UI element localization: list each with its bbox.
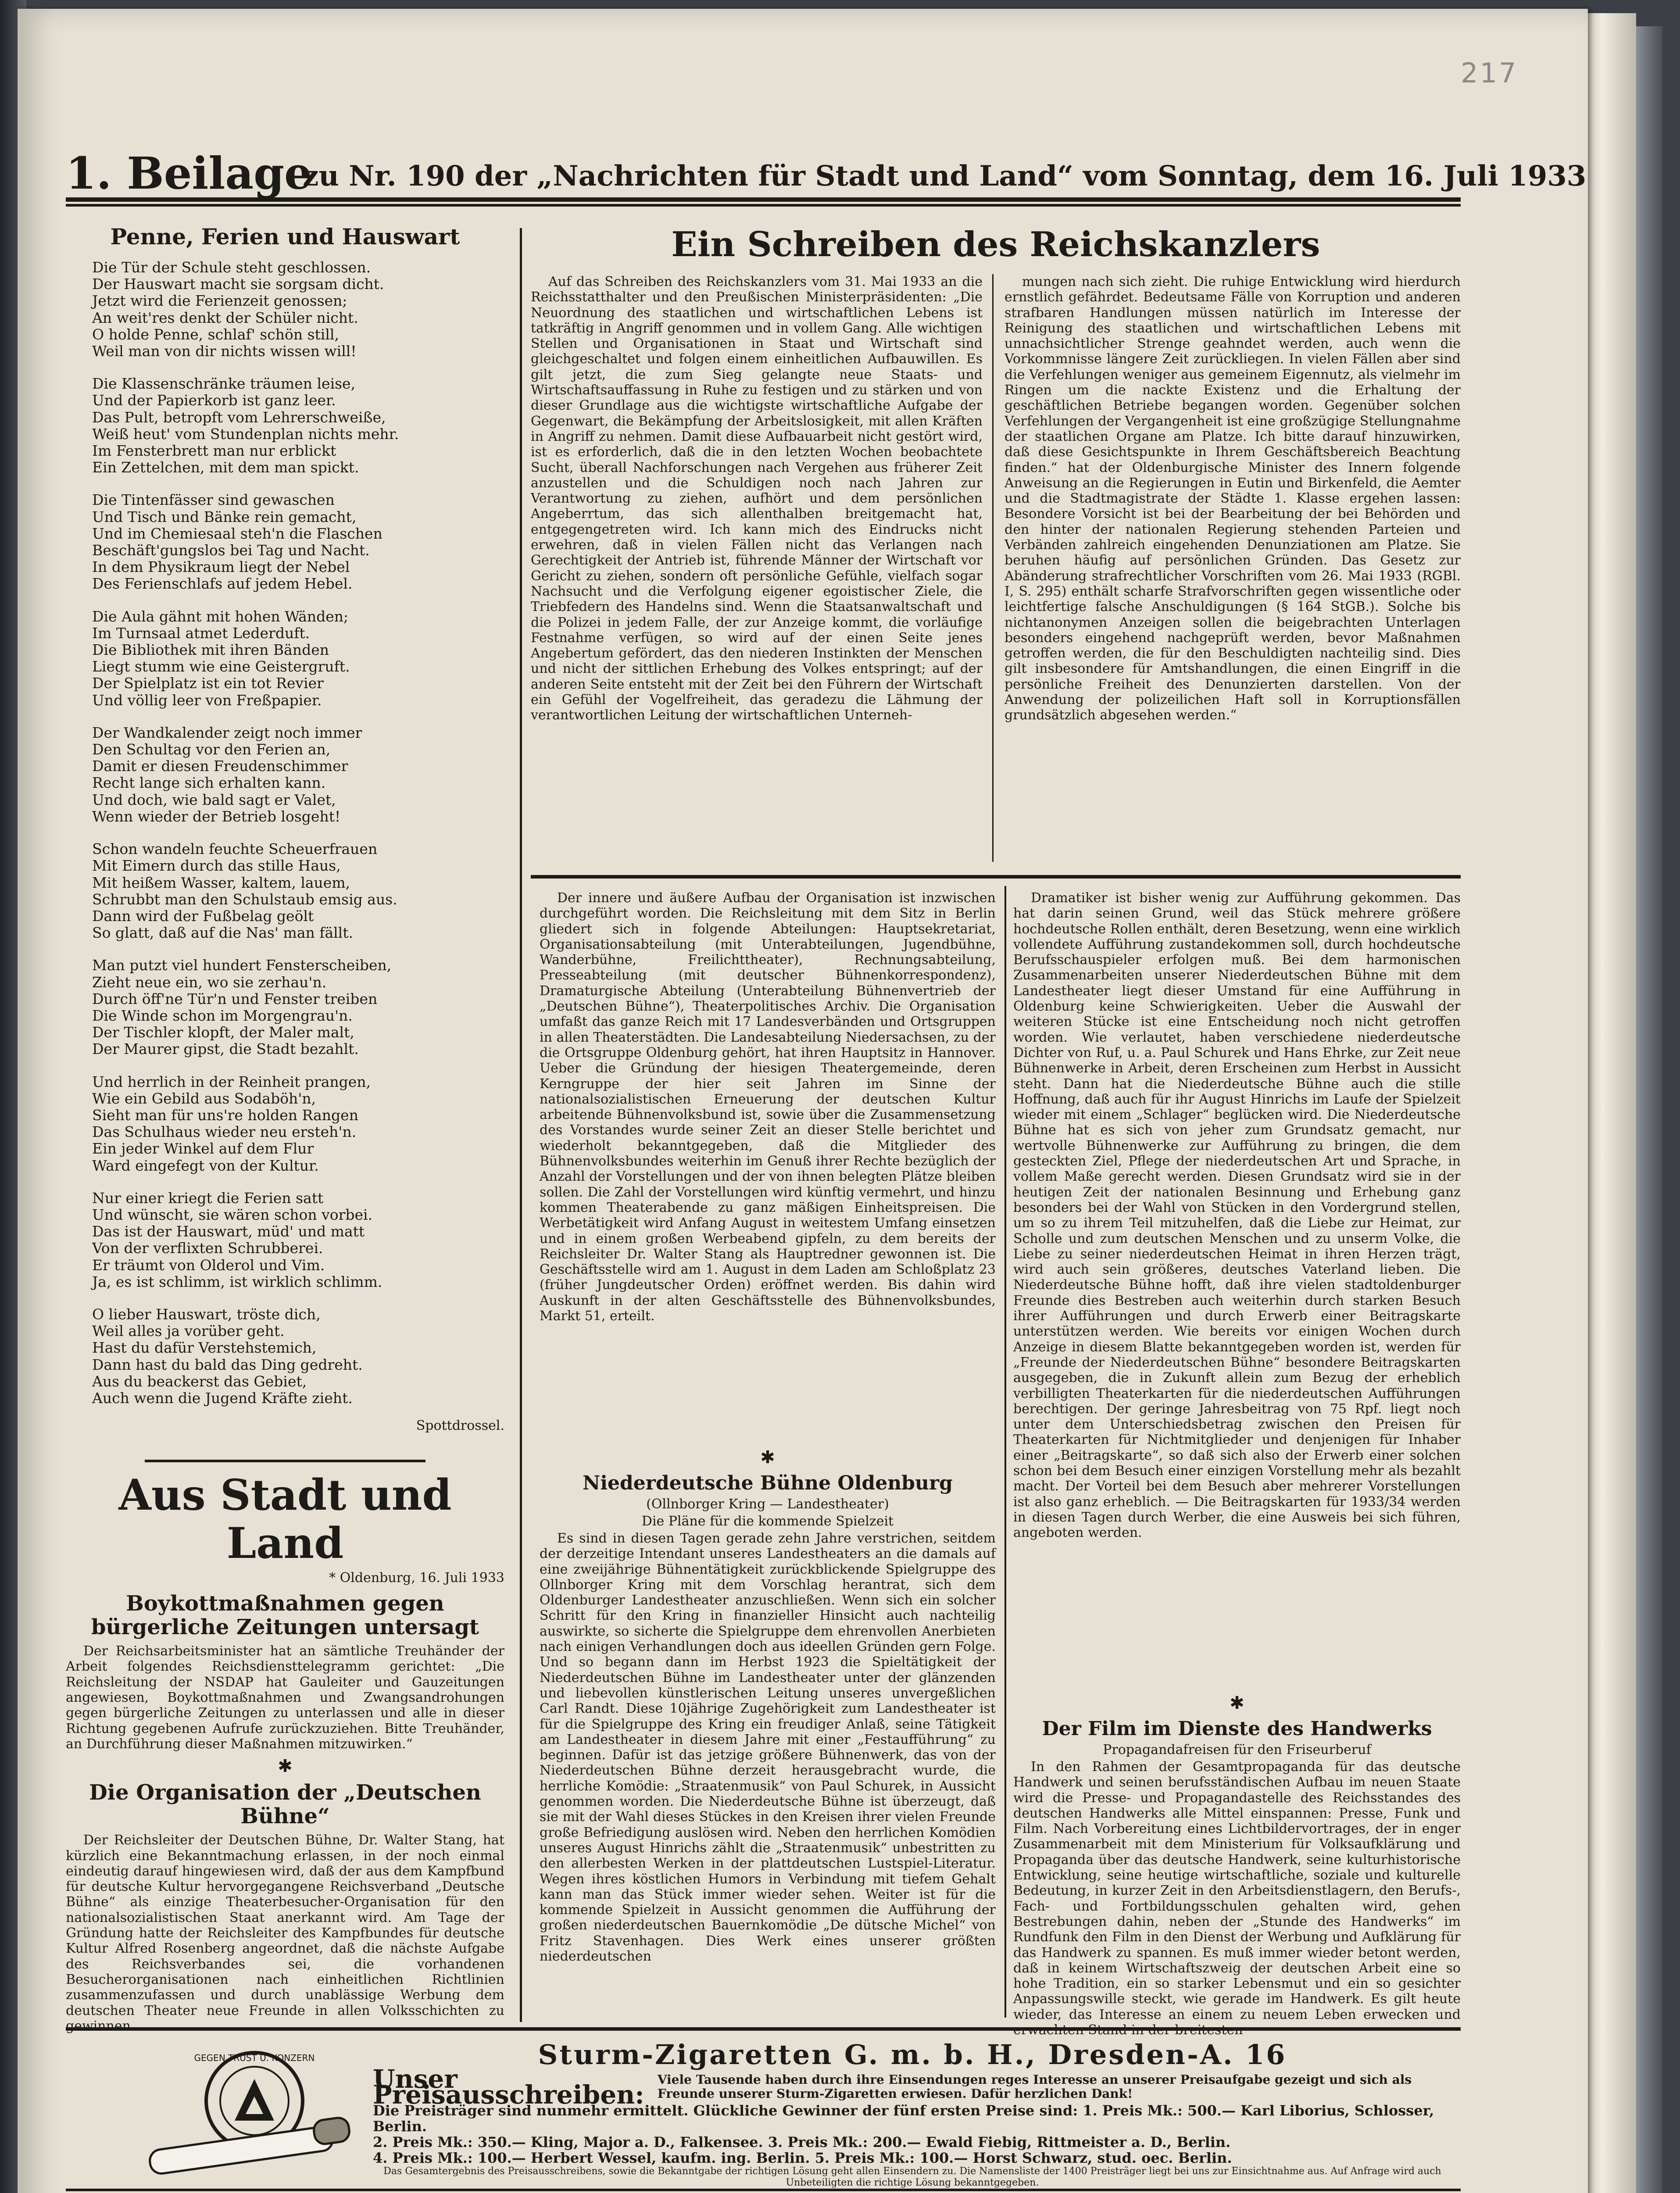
poem-line: Und doch, wie bald sagt er Valet, [92, 791, 336, 808]
poem-line: Weiß heut' vom Stundenplan nichts mehr. [92, 425, 399, 443]
top-rule [66, 204, 1461, 207]
poem-line: An weit'res denkt der Schüler nicht. [92, 309, 358, 326]
separator-star: ✱ [1230, 1693, 1244, 1713]
film-text: In den Rahmen der Gesamtpropaganda für das deutsche Handwerk und seinen berufsständischen Aufbau im neuen Staate wird die Presse- und Propagandastelle des Reichsstandes des deutschen Handwerks alle Mittel einspannen: Presse, Funk und Film. Nach Vorbereitung eines Lichtbildervortrages, der in enger Zusammenarbeit mit dem Ministerium für Volksaufklärung und Propaganda über das deutsche Handwerk, seine kulturhistorische Entwicklung, seine heutige wirtschaftliche, soziale und kulturelle Bedeutung, in kurzer Zeit in den Arbeitsdienstlagern, den Berufs-, Fach- und Fortbildungsschulen gehalten wird, gehen Bestrebungen dahin, neben der „Stunde des Handwerks“ im Rundfunk den Film in den Dienst der Werbung und Aufklärung für das Handwerk zu spannen. Es muß immer wieder betont werden, daß in keinem Wirtschaftszweig der deutschen Arbeit eine so hohe Tradition, ein so starker Lebensmut und ein so gesichter Anpassungswille steckt, wie gerade im Handwerk. Es gilt heute wieder, das Interesse an einem zu neuem Leben erwecken und erwachten Stand in der breitesten [1013, 1759, 1461, 2038]
poem-line: Der Spielplatz ist ein tot Revier [92, 675, 324, 692]
poem-line: Und völlig leer von Freßpapier. [92, 691, 322, 709]
lead-headline: Ein Schreiben des Reichskanzlers [671, 225, 1320, 264]
boycott-paragraph: Der Reichsarbeitsminister hat an sämtliche Treuhänder der Arbeit folgendes Reichsdiensttelegramm gerichtet: „Die Reichsleitung der NSDAP hat Gauleiter und Gauzeitungen angewiesen, Boykottmaßnahmen und Zwangsandrohungen gegen bürgerliche Zeitungen zu unterlassen und alle in dieser Richtung gegebenen Aufrufe zurückzuziehen. Bitte Treuhänder, an Durchführung dieser Maßnahmen mitzuwirken.“ [66, 1643, 504, 1752]
poem-line: Und der Papierkorb ist ganz leer. [92, 392, 336, 409]
poem-line: Liegt stumm wie eine Geistergruft. [92, 658, 350, 675]
poem-line: Dann wird der Fußbelag geölt [92, 907, 314, 925]
poem-line: Jetzt wird die Ferienzeit genossen; [92, 292, 347, 310]
right-column [1013, 890, 1461, 2038]
boycott-article [66, 1643, 504, 1752]
poem-line: So glatt, daß auf die Nas' man fällt. [92, 924, 353, 942]
local-news-heading: Aus Stadt und Land [118, 1470, 452, 1568]
poem-line: Er träumt von Olderol und Vim. [92, 1256, 325, 1274]
poem-line: Hast du dafür Verstehstemich, [92, 1339, 317, 1357]
poem-stanza [92, 957, 504, 1057]
ad-contest-title: Unser Preisausschreiben: [373, 2064, 644, 2110]
poem-line: Im Fensterbrett man nur erblickt [92, 442, 336, 460]
boycott-headline: Boykottmaßnahmen gegen bürgerliche Zeitungen untersagt [91, 1591, 479, 1640]
poem-line: Der Wandkalender zeigt noch immer [92, 724, 362, 741]
film-subtitle: Propagandafreisen für den Friseurberuf [1103, 1742, 1371, 1757]
poem-line: Schrubbt man den Schulstaub emsig aus. [92, 890, 397, 908]
middle-column [540, 890, 996, 2018]
poem-stanza [92, 1190, 504, 1290]
ad-winners-3: 4. Preis Mk.: 100.— Herbert Wessel, kaufm. ing. Berlin. 5. Preis Mk.: 100.— Horst Schwarz, stud. oec. Berlin. [373, 2150, 1232, 2166]
theater-subtitle: (Ollnborger Kring — Landestheater) [646, 1497, 889, 1512]
left-column [66, 224, 504, 2034]
poem-stanza [92, 259, 504, 360]
ad-winners-1: Die Preisträger sind nunmehr ermittelt. Glückliche Gewinner der fünf ersten Preise sind: 1. Preis Mk.: 500.— Karl Liborius, Schlosser, Berlin. [373, 2102, 1434, 2135]
poem-stanza [92, 1306, 504, 1407]
theater-kicker: Die Pläne für die kommende Spielzeit [641, 1514, 894, 1529]
poem-stanza [92, 1074, 504, 1174]
poem-line: Von der verflixten Schrubberei. [92, 1239, 323, 1257]
page-stack-edge [1588, 13, 1636, 2193]
poem-title: Penne, Ferien und Hauswart [110, 224, 460, 250]
poem-line: Sieht man für uns're holden Rangen [92, 1106, 358, 1124]
theater-text-a: Es sind in diesen Tagen gerade zehn Jahre verstrichen, seitdem der derzeitige Intendant unseres Landestheaters an die damals auf eine zweijährige Bühnentätigkeit zurückblickende Spielgruppe des Ollnborger Kring mit dem Vorschlag herantrat, sich dem Oldenburger Landestheater anzuschließen. Wenn sich ein solcher Schritt für den Kring in finanzieller Hinsicht auch nachteilig auswirkte, so sicherte die Spielgruppe dem ehrenvollen Anerbieten nach einigen Verhandlungen doch aus ideellen Gründen gern Folge. Und so begann dann im Herbst 1923 die Spieltätigkeit der Niederdeutschen Bühne im Landestheater unter der glänzenden und liebevollen künstlerischen Leitung unseres unvergeßlichen Carl Randt. Diese 10jährige Zugehörigkeit zum Landestheater ist für die Spielgruppe des Kring ein freudiger Anlaß, seine Tätigkeit am Landestheater in diesem Jahre mit einer „Festaufführung“ zu beginnen. Dafür ist das jetzige größere Bühnenwerk, das von der Niederdeutschen Bühne derzeit herausgebracht wurde, die herrliche Komödie: „Straatenmusik“ von Paul Schurek, in Aussicht genommen worden. Die Niederdeutsche Bühne ist überzeugt, daß sie mit der Wahl dieses Stückes in den Kreisen ihrer vielen Freunde große Befriedigung auslösen wird. Neben den herrlichen Komödien unseres August Hinrichs zählt die „Straatenmusik“ unbestritten zu den allerbesten Werken in der plattdeutschen Lustspiel-Literatur. Wegen ihres köstlichen Humors in Verbindung mit tiefem Gehalt kann man das Stück immer wieder sehen. Weiter ist für die kommende Spielzeit in Aussicht genommen die Aufführung der großen niederdeutschen Bauernkomödie „De dütsche Michel“ von Fritz Stavenhagen. Dies Werk eines unserer größten niederdeutschen [540, 1531, 996, 1964]
poem-line: Man putzt viel hundert Fensterscheiben, [92, 957, 392, 974]
poem-line: Ein jeder Winkel auf dem Flur [92, 1140, 314, 1157]
poem-line: Mit Eimern durch das stille Haus, [92, 857, 341, 875]
film-headline: Der Film im Dienste des Handwerks [1042, 1718, 1432, 1740]
org-article [66, 1832, 504, 2034]
poem-line: Der Tischler klopft, der Maler malt, [92, 1024, 354, 1041]
ad-text-block [373, 2039, 1452, 2189]
ad-winners-2: 2. Preis Mk.: 350.— Kling, Major a. D., Falkensee. 3. Preis Mk.: 200.— Ewald Fiebig, Rittmeister a. D., Berlin. [373, 2134, 1231, 2150]
masthead-supplement: 1. Beilage [66, 147, 312, 199]
org-continued-text: Der innere und äußere Aufbau der Organisation ist inzwischen durchgeführt worden. Die Reichsleitung mit dem Sitz in Berlin gliedert sich in folgende Abteilungen: Hauptsekretariat, Organisationsabteilung (mit Unterabteilungen, Jugendbühne, Wanderbühne, Freilichttheater), Rechnungsabteilung, Presseabteilung (mit deutscher Bühnenkorrespondenz), Dramaturgische Abteilung (Unterabteilung Bühnenvertrieb der „Deutschen Bühne“), Theaterpolitisches Archiv. Die Organisation umfaßt das ganze Reich mit 17 Landesverbänden und Ortsgruppen in allen Theaterstädten. Die Landesabteilung Niedersachsen, zu der die Ortsgruppe Oldenburg gehört, hat ihren Hauptsitz in Hannover. Ueber die Gründung der hiesigen Theatergemeinde, deren Kerngruppe der hier seit Jahren im Sinne der nationalsozialistischen Erneuerung der deutschen Kultur arbeitende Bühnenvolksbund ist, sowie über die Zusammensetzung des Vorstandes wurde seiner Zeit an dieser Stelle berichtet und wiederholt bekanntgegeben, daß die Mitglieder des Bühnenvolksbundes weiterhin im Genuß ihrer Rechte bezüglich der Anzahl der Vorstellungen und der von ihnen belegten Plätze bleiben sollen. Die Zahl der Vorstellungen wird künftig vermehrt, und hinzu kommen Theaterabende zu ganz mäßigen Einheitspreisen. Die Werbetätigkeit wird Anfang August in weitestem Umfang einsetzen und in einem großen Werbeabend gipfeln, zu dem bereits der Reichsleiter Dr. Walter Stang als Hauptredner gewonnen ist. Die Geschäftsstelle wird am 1. August in dem Laden am Schloßplatz 23 (früher Jungdeutscher Orden) eröffnet werden. Bis dahin wird Auskunft in der alten Geschäftsstelle des Bühnenvolksbundes, Markt 51, erteilt. [540, 890, 996, 1324]
lead-divider [992, 274, 994, 862]
poem-line: Die Aula gähnt mit hohen Wänden; [92, 607, 349, 625]
lead-col-1 [531, 274, 983, 866]
poem-signature: Spottdrossel. [416, 1418, 504, 1434]
ad-footnote: Das Gesamtergebnis des Preisausschreibens, sowie die Bekanntgabe der richtigen Lösung geht allen Einsendern zu. Die Namensliste der 1400 Preisträger liegt bei uns zur Einsichtnahme aus. Auf Anfrage wird auch Unbeteiligten die richtige Lösung bekanntgegeben. [383, 2166, 1441, 2188]
poem-stanza [92, 725, 504, 825]
poem-line: Auch wenn die Jugend Kräfte zieht. [92, 1389, 353, 1407]
poem-line: O holde Penne, schlaf' schön still, [92, 325, 339, 343]
cigarette-logo-icon [140, 2048, 368, 2180]
poem-line: Das Schulhaus wieder neu ersteh'n. [92, 1123, 357, 1141]
column-divider-left [520, 228, 522, 2022]
poem-line: Das Pult, betropft vom Lehrerschweiße, [92, 408, 386, 426]
poem-stanza [92, 492, 504, 592]
poem-line: Recht lange sich erhalten kann. [92, 774, 326, 792]
page-number: 217 [1461, 57, 1518, 89]
lead-text-2: mungen nach sich zieht. Die ruhige Entwicklung wird hierdurch ernstlich gefährdet. Bedeutsame Fälle von Korruption und anderen strafbaren Handlungen müssen natürlich im Interesse der Reinigung des staatlichen und wirtschaftlichen Lebens mit unnachsichtlicher Strenge geahndet werden, auch wenn die Vorkommnisse längere Zeit zurückliegen. In vielen Fällen aber sind die Verfehlungen weniger aus gemeinem Eigennutz, als vielmehr im Ringen um die nackte Existenz und die Erhaltung der geschäftlichen Betriebe begangen worden. Gegenüber solchen Verfehlungen der Vergangenheit ist eine großzügige Stellungnahme der staatlichen Organe am Platze. Ich bitte darauf hinzuwirken, daß diese Gesichtspunkte in Ihrem Geschäftsbereich Beachtung finden.“ hat der Oldenburgische Minister des Innern folgende Anweisung an die Regierungen in Eutin und Birkenfeld, die Aemter und die Stadtmagistrate der Städte 1. Klasse ergehen lassen: Besondere Vorsicht ist bei der Bearbeitung der bei Behörden und den hinter der nationalen Regierung stehenden Parteien und Verbänden zahlreich eingehenden Denunziationen am Platze. Sie beruhen häufig auf persönlichen Gründen. Das Gesetz zur Abänderung strafrechtlicher Vorschriften vom 26. Mai 1933 (RGBl. I, S. 295) enthält scharfe Strafvorschriften gegen wissentliche oder leichtfertige falsche Anschuldigungen (§ 164 StGB.). Solche bis nichtanonymen Anzeigen sollen die beigebrachten Unterlagen besonders eingehend nachgeprüft werden, bevor Maßnahmen getroffen werden, die für den Beschuldigten nachteilig sind. Dies gilt insbesondere für Amtshandlungen, die einen Eingriff in die persönliche Freiheit des Denunzierten darstellen. Von der Anwendung der polizeilichen Haft soll in Korruptionsfällen grundsätzlich abgesehen werden.“ [1004, 274, 1461, 723]
poem-line: Das ist der Hauswart, müd' und matt [92, 1223, 365, 1240]
poem-body [92, 259, 504, 1407]
book-cover-edge [1636, 26, 1662, 2193]
poem-stanza [92, 375, 504, 476]
poem-line: Weil alles ja vorüber geht. [92, 1322, 285, 1340]
poem-line: Die Tür der Schule steht geschlossen. [92, 259, 371, 276]
poem-line: Die Winde schon im Morgengrau'n. [92, 1007, 353, 1024]
poem-line: Und herrlich in der Reinheit prangen, [92, 1073, 371, 1090]
poem-line: Nur einer kriegt die Ferien satt [92, 1189, 324, 1207]
lead-article [531, 224, 1461, 868]
poem-line: Die Bibliothek mit ihren Bänden [92, 641, 329, 659]
org-paragraph: Der Reichsleiter der Deutschen Bühne, Dr. Walter Stang, hat kürzlich eine Bekanntmachung erlassen, in der noch einmal eindeutig darauf hingewiesen wird, daß der aus dem Kampfbund für deutsche Kultur hervorgegangene Reichsverband „Deutsche Bühne“ als einzige Theaterbesucher-Organisation für den nationalsozialistischen Staat anerkannt wird. Am Tage der Gründung hatte der Reichsleiter des Kampfbundes für deutsche Kultur Alfred Rosenberg angeordnet, daß die nächste Aufgabe des Reichsverbandes sei, die vorhandenen Besucherorganisationen nach einheitlichen Richtlinien zusammenzufassen und durch unablässige Werbung dem deutschen Theater neue Freunde in allen Volksschichten zu gewinnen. [66, 1832, 504, 2034]
poem-line: Des Ferienschlafs auf jedem Hebel. [92, 575, 353, 593]
poem-line: Die Klassenschränke träumen leise, [92, 375, 356, 393]
cigarette-advertisement [66, 2027, 1461, 2191]
poem-line: Damit er diesen Freudenschimmer [92, 757, 348, 775]
sturm-logo [140, 2048, 368, 2180]
ad-contest-intro: Viele Tausende haben durch ihre Einsendungen reges Interesse an unserer Preisaufgabe gezeigt und sich als Freunde unserer Sturm-Zigaretten erwiesen. Dafür herzlichen Dank! [657, 2072, 1412, 2101]
org-headline: Die Organisation der „Deutschen Bühne“ [89, 1780, 481, 1829]
poem-line: Den Schultag vor den Ferien an, [92, 741, 331, 758]
poem-line: Durch öff'ne Tür'n und Fenster treiben [92, 990, 378, 1007]
poem-line: Ward eingefegt von der Kultur. [92, 1157, 319, 1174]
separator-star: ✱ [760, 1447, 775, 1468]
poem-line: Die Tintenfässer sind gewaschen [92, 491, 335, 509]
poem-line: Schon wandeln feuchte Scheuerfrauen [92, 840, 378, 858]
theater-text-b: Dramatiker ist bisher wenig zur Aufführung gekommen. Das hat darin seinen Grund, weil das Stück mehrere größere hochdeutsche Rollen enthält, deren Besetzung, wenn eine wirklich vollendete Aufführung zustandekommen soll, durch hochdeutsche Berufsschauspieler erfolgen muß. Bei dem harmonischen Zusammenarbeiten unserer Niederdeutschen Bühne mit dem Landestheater liegt dieser Umstand für eine Aufführung in Oldenburg keine Schwierigkeiten. Ueber die Auswahl der weiteren Stücke ist eine Entscheidung noch nicht getroffen worden. Wie verlautet, haben verschiedene niederdeutsche Dichter von Ruf, u. a. Paul Schurek und Hans Ehrke, zur Zeit neue Bühnenwerke in Arbeit, deren Erscheinen zum Herbst in Aussicht steht. Dann hat die Niederdeutsche Bühne auch die stille Hoffnung, daß auch für ihr August Hinrichs im Laufe der Spielzeit wieder mit einem „Schlager“ beglücken wird. Die Niederdeutsche Bühne hat es sich von jeher zum Grundsatz gemacht, nur wertvolle Bühnenwerke zur Aufführung zu bringen, die dem gesteckten Ziel, Pflege der niederdeutschen Art und Sprache, in vollem Maße gerecht werden. Diesen Grundsatz wird sie in der heutigen Zeit der nationalen Besinnung und Erhebung ganz besonders bei der Wahl von Stücken in den Vordergrund stellen, um so zu ihrem Teil mitzuhelfen, daß die Liebe zur Heimat, zur Scholle und zum deutschen Menschen und zu unserm Volke, die Liebe zu seiner niederdeutschen Heimat in ihren Herzen trägt, wird auch sein größeres, deutsches Vaterland lieben. Die Niederdeutsche Bühne hofft, daß ihre vielen stadtoldenburger Freunde dies Bestreben auch weiterhin durch starken Besuch ihrer Aufführungen und durch Erwerb einer Beitragskarte unterstützen werden. Wie bereits vor einigen Wochen durch Anzeige in diesem Blatte bekanntgegeben worden ist, werden für „Freunde der Niederdeutschen Bühne“ besondere Beitragskarten ausgegeben, die in Zukunft allein zum Bezug der erheblich verbilligten Theaterkarten für die niederdeutschen Aufführungen berechtigen. Der geringe Jahresbeitrag von 75 Rpf. liegt noch unter dem Unterschiedsbetrag zwischen den Preisen für Theaterkarten für Nichtmitglieder und denjenigen für Inhaber einer „Beitragskarte“, so daß sich also der Erwerb einer solchen schon bei dem Besuch einer einzigen Vorstellung mehr als bezahlt macht. Der Vorteil bei dem Besuch aber mehrerer Vorstellungen ist also ganz erheblich. — Die Beitragskarten für 1933/34 werden in diesen Tagen durch Werber, die eine Ausweis bei sich führen, angeboten werden. [1013, 890, 1461, 1541]
masthead-issue-line: zu Nr. 190 der „Nachrichten für Stadt und Land“ vom Sonntag, dem 16. Juli 1933 [303, 160, 1587, 193]
poem-line: Der Maurer gipst, die Stadt bezahlt. [92, 1040, 359, 1058]
theater-headline: Niederdeutsche Bühne Oldenburg [583, 1472, 953, 1494]
poem-line: Dann hast du bald das Ding gedreht. [92, 1356, 363, 1373]
poem-line: Aus du beackerst das Gebiet, [92, 1372, 307, 1390]
lead-bottom-rule [531, 875, 1461, 879]
poem-line: Im Turnsaal atmet Lederduft. [92, 624, 310, 642]
poem-line: Weil man von dir nichts wissen will! [92, 343, 357, 360]
poem-line: Ja, es ist schlimm, ist wirklich schlimm. [92, 1273, 382, 1290]
section-rule [145, 1460, 425, 1462]
poem-line: Und Tisch und Bänke rein gemacht, [92, 508, 357, 525]
logo-ring-text: GEGEN TRUST U. KONZERN [194, 2053, 315, 2063]
separator-star: ✱ [278, 1756, 293, 1777]
masthead [66, 147, 1587, 202]
lead-text-1: Auf das Schreiben des Reichskanzlers vom 31. Mai 1933 an die Reichsstatthalter und den Preußischen Ministerpräsidenten: „Die Neuordnung des staatlichen und wirtschaftlichen Lebens ist tatkräftig in Angriff genommen und in vollem Gang. Alle wichtigen Stellen und Organisationen in Staat und Wirtschaft sind gleichgeschaltet und folgen einem einheitlichen Aufbauwillen. Es gilt jetzt, die zum Sieg gelangte neue Staats- und Wirtschaftsauffassung in Ruhe zu festigen und zu stärken und von dieser Grundlage aus die wichtigste wirtschaftliche Aufgabe der Gegenwart, die Bekämpfung der Arbeitslosigkeit, mit allen Kräften in Angriff zu nehmen. Damit diese Aufbauarbeit nicht gestört wird, ist es erforderlich, daß die in den letzten Wochen beobachtete Sucht, überall Nachforschungen nach Vergehen aus früherer Zeit anzustellen und die Schuldigen noch nach Jahren zur Verantwortung zu ziehen, aufhört und dem persönlichen Angeberrtum, das sich allenthalben breitgemacht hat, entgegengetreten wird. Ich kann mich des Eindrucks nicht erwehren, daß in vielen Fällen nicht das Verlangen nach Gerechtigkeit der Antrieb ist, führende Männer der Wirtschaft vor Gericht zu ziehen, sondern oft persönliche Gefühle, vielfach sogar Nachsucht und die Verfolgung eigener egoistischer Ziele, die Triebfedern des Handelns sind. Wenn die Staatsanwaltschaft und die Polizei in jedem Falle, der zur Anzeige kommt, die vorläufige Festnahme verfügen, so wird auf der einen Seite jenes Angebertum gefördert, das den niederen Instinkten der Menschen und nicht der sittlichen Erhebung des Volkes entspringt; auf der anderen Seite entsteht mit der Zeit bei den Führern der Wirtschaft ein Gefühl der Vogelfreiheit, das geradezu die Lähmung der verantwortlichen Leitung der wirtschaftlichen Unterneh- [531, 274, 983, 723]
poem-line: Mit heißem Wasser, kaltem, lauem, [92, 874, 350, 891]
poem-line: Wenn wieder der Betrieb losgeht! [92, 807, 341, 825]
poem-line: Wie ein Gebild aus Sodaböh'n, [92, 1089, 316, 1107]
poem-line: Beschäft'gungslos bei Tag und Nacht. [92, 542, 370, 559]
poem-line: In dem Physikraum liegt der Nebel [92, 558, 350, 576]
poem-line: Und wünscht, sie wären schon vorbei. [92, 1206, 373, 1223]
poem-line: O lieber Hauswart, tröste dich, [92, 1305, 321, 1323]
lead-col-2 [1004, 274, 1461, 866]
poem-line: Ein Zettelchen, mit dem man spickt. [92, 459, 359, 476]
ad-brand: Sturm-Zigaretten G. m. b. H., Dresden-A. 16 [538, 2039, 1287, 2071]
poem-stanza [92, 608, 504, 709]
local-dateline: * Oldenburg, 16. Juli 1933 [329, 1570, 504, 1586]
poem-stanza [92, 841, 504, 941]
poem-line: Und im Chemiesaal steh'n die Flaschen [92, 525, 382, 542]
poem-line: Zieht neue ein, wo sie zerhau'n. [92, 973, 327, 991]
column-divider-right [1004, 886, 1006, 2018]
poem-line: Der Hauswart macht sie sorgsam dicht. [92, 275, 384, 293]
